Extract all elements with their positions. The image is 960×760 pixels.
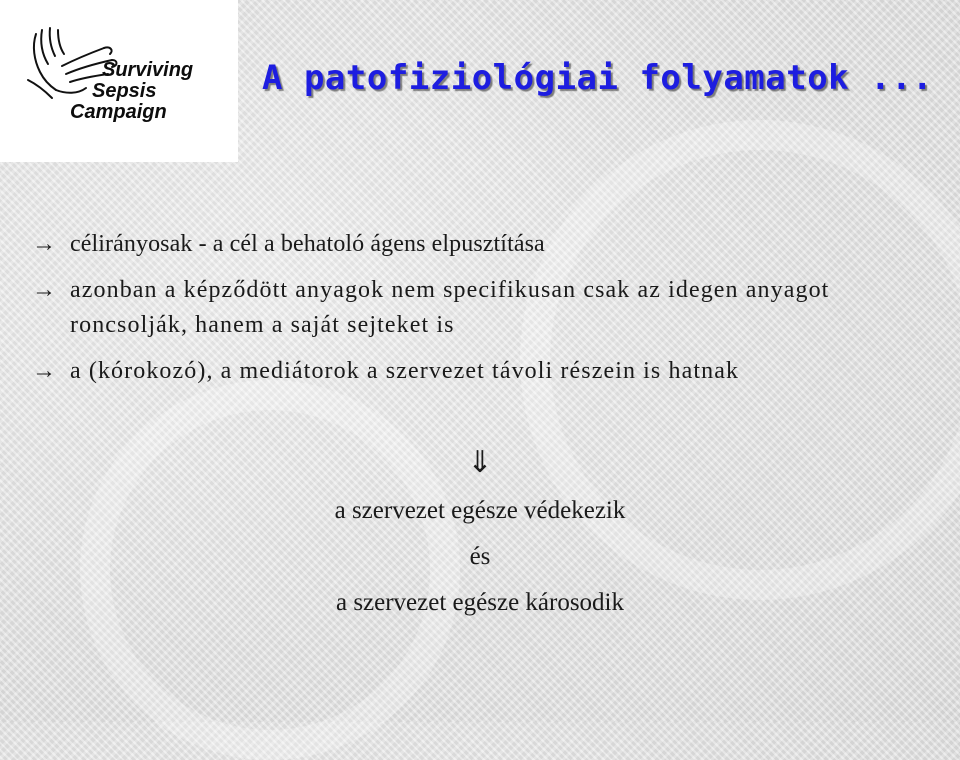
bullet-item <box>32 273 912 343</box>
bullet-text: azonban a képződött anyagok nem specifikusan csak az idegen anyagot roncsolják, hanem a saját sejteket is <box>70 277 830 338</box>
bullet-text: célirányosak - a cél a behatoló ágens elpusztítása <box>70 231 545 257</box>
bullet-item <box>32 227 912 262</box>
logo-line-campaign: Campaign <box>70 101 167 123</box>
bullet-text: a (kórokozó), a mediátorok a szervezet távoli részein is hatnak <box>70 358 740 384</box>
bullet-item <box>32 354 912 389</box>
logo-text <box>70 60 193 123</box>
logo-line-sepsis: Sepsis <box>92 80 157 102</box>
right-arrow-icon: → <box>32 277 58 303</box>
conclusion-line-2: és <box>469 543 491 570</box>
logo-line-surviving: Surviving <box>102 59 194 81</box>
logo <box>0 0 238 162</box>
conclusion-line-1: a szervezet egésze védekezik <box>334 497 626 524</box>
right-arrow-icon: → <box>32 231 57 257</box>
down-arrow-icon: ⇓ <box>467 446 493 479</box>
conclusion-line-3: a szervezet egésze károsodik <box>335 589 625 616</box>
bullet-list <box>32 227 912 400</box>
right-arrow-icon: → <box>32 358 58 384</box>
conclusion-block <box>0 440 960 626</box>
slide-title: A patofiziológiai folyamatok ... <box>262 58 934 98</box>
